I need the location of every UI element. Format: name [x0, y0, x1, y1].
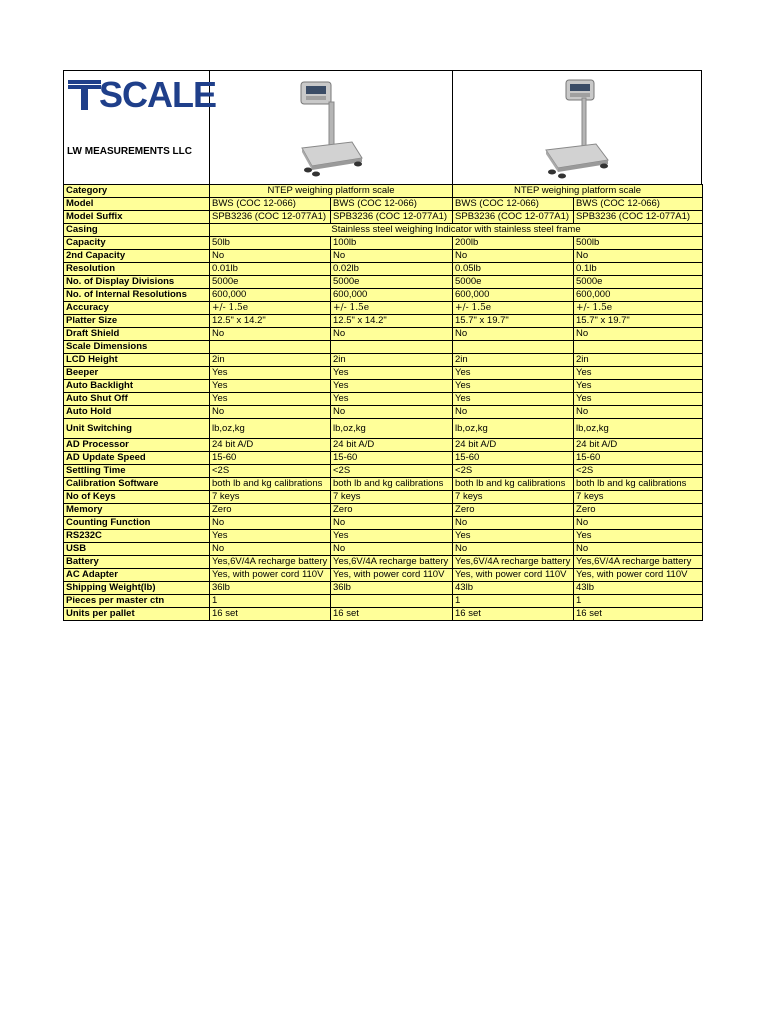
table-cell: Yes,6V/4A recharge battery — [331, 556, 453, 569]
table-cell: Yes — [331, 380, 453, 393]
table-cell — [331, 595, 453, 608]
table-cell: BWS (COC 12-066) — [210, 198, 331, 211]
table-cell: No — [210, 517, 331, 530]
table-cell: 2in — [331, 354, 453, 367]
table-cell: 7 keys — [331, 491, 453, 504]
table-cell: 15-60 — [453, 452, 574, 465]
table-cell: 600,000 — [331, 289, 453, 302]
table-cell: SPB3236 (COC 12-077A1) — [574, 211, 703, 224]
table-row — [64, 341, 703, 354]
table-cell — [453, 341, 574, 354]
table-cell: 15.7" x 19.7" — [574, 315, 703, 328]
table-row — [64, 439, 703, 452]
row-label: AD Processor — [64, 439, 210, 452]
product-image-cell-2 — [453, 71, 701, 184]
row-label: Units per pallet — [64, 608, 210, 621]
table-cell: 24 bit A/D — [574, 439, 703, 452]
table-row — [64, 595, 703, 608]
row-label: Auto Backlight — [64, 380, 210, 393]
table-cell: Yes, with power cord 110V — [574, 569, 703, 582]
table-cell: No — [331, 250, 453, 263]
table-row — [64, 380, 703, 393]
table-cell: No — [210, 543, 331, 556]
table-cell: 7 keys — [210, 491, 331, 504]
table-cell: 5000e — [210, 276, 331, 289]
brand-cell — [64, 71, 217, 184]
table-cell: Yes — [210, 367, 331, 380]
table-cell: 50lb — [210, 237, 331, 250]
table-cell: 0.01lb — [210, 263, 331, 276]
row-label: Settling Time — [64, 465, 210, 478]
table-row — [64, 354, 703, 367]
table-cell: 100lb — [331, 237, 453, 250]
table-cell: Yes,6V/4A recharge battery — [574, 556, 703, 569]
table-cell — [574, 341, 703, 354]
table-cell: Zero — [331, 504, 453, 517]
table-cell: Yes — [210, 380, 331, 393]
table-cell: 12.5" x 14.2" — [331, 315, 453, 328]
table-cell: BWS (COC 12-066) — [453, 198, 574, 211]
table-cell: No — [210, 250, 331, 263]
row-label: Unit Switching — [64, 419, 210, 439]
table-cell: 2in — [574, 354, 703, 367]
row-label: Category — [64, 185, 210, 198]
table-cell: 24 bit A/D — [453, 439, 574, 452]
row-label: Scale Dimensions — [64, 341, 210, 354]
table-row — [64, 237, 703, 250]
table-cell: No — [210, 328, 331, 341]
table-cell: No — [331, 517, 453, 530]
row-label: No. of Display Divisions — [64, 276, 210, 289]
row-label: Resolution — [64, 263, 210, 276]
row-label: Accuracy — [64, 302, 210, 315]
table-row — [64, 367, 703, 380]
table-row — [64, 419, 703, 439]
table-row — [64, 582, 703, 595]
table-cell: SPB3236 (COC 12-077A1) — [210, 211, 331, 224]
row-label: No. of Internal Resolutions — [64, 289, 210, 302]
table-cell: 15-60 — [210, 452, 331, 465]
table-row-model — [64, 198, 703, 211]
table-cell: <2S — [210, 465, 331, 478]
spec-table — [63, 184, 703, 621]
table-row — [64, 315, 703, 328]
table-cell: +/- 1.5e — [331, 302, 453, 315]
table-cell: No — [331, 543, 453, 556]
table-cell: Yes — [574, 380, 703, 393]
category-cell-1: NTEP weighing platform scale — [210, 185, 453, 198]
table-cell: Zero — [574, 504, 703, 517]
row-label: AD Update Speed — [64, 452, 210, 465]
table-cell: No — [574, 250, 703, 263]
table-row — [64, 328, 703, 341]
table-cell: BWS (COC 12-066) — [574, 198, 703, 211]
table-cell: SPB3236 (COC 12-077A1) — [331, 211, 453, 224]
table-cell: 1 — [210, 595, 331, 608]
table-cell: both lb and kg calibrations — [331, 478, 453, 491]
table-cell: 24 bit A/D — [331, 439, 453, 452]
table-cell: No — [574, 328, 703, 341]
casing-cell: Stainless steel weighing Indicator with stainless steel frame — [210, 224, 703, 237]
table-row — [64, 250, 703, 263]
spec-sheet — [63, 70, 702, 621]
table-cell: 200lb — [453, 237, 574, 250]
table-cell: 43lb — [453, 582, 574, 595]
table-cell: 16 set — [574, 608, 703, 621]
sheet-header — [63, 70, 702, 184]
table-cell: SPB3236 (COC 12-077A1) — [453, 211, 574, 224]
table-cell: Zero — [453, 504, 574, 517]
row-label: Model Suffix — [64, 211, 210, 224]
table-cell: No — [331, 328, 453, 341]
table-cell: No — [453, 328, 574, 341]
table-cell: 2in — [210, 354, 331, 367]
table-cell: No — [574, 543, 703, 556]
table-row — [64, 608, 703, 621]
table-cell: 5000e — [453, 276, 574, 289]
table-cell: 1 — [453, 595, 574, 608]
table-cell: 16 set — [453, 608, 574, 621]
table-cell: Zero — [210, 504, 331, 517]
tscale-logo — [68, 74, 217, 115]
table-cell: 7 keys — [453, 491, 574, 504]
row-label: RS232C — [64, 530, 210, 543]
table-cell: 36lb — [210, 582, 331, 595]
table-cell: <2S — [331, 465, 453, 478]
table-row — [64, 452, 703, 465]
table-cell: both lb and kg calibrations — [574, 478, 703, 491]
table-cell — [210, 341, 331, 354]
category-cell-2: NTEP weighing platform scale — [453, 185, 703, 198]
row-label: USB — [64, 543, 210, 556]
company-name: LW MEASUREMENTS LLC — [67, 146, 192, 157]
row-label: 2nd Capacity — [64, 250, 210, 263]
table-cell: lb,oz,kg — [574, 419, 703, 439]
table-cell: No — [574, 406, 703, 419]
row-label: Calibration Software — [64, 478, 210, 491]
table-cell: Yes — [331, 367, 453, 380]
table-row — [64, 289, 703, 302]
row-label: Auto Shut Off — [64, 393, 210, 406]
row-label: Battery — [64, 556, 210, 569]
table-row — [64, 393, 703, 406]
table-row-model-suffix — [64, 211, 703, 224]
table-cell: lb,oz,kg — [453, 419, 574, 439]
table-cell: Yes — [210, 393, 331, 406]
table-row — [64, 465, 703, 478]
table-row — [64, 517, 703, 530]
table-cell: No — [210, 406, 331, 419]
row-label: AC Adapter — [64, 569, 210, 582]
table-cell: Yes — [453, 380, 574, 393]
table-cell: 2in — [453, 354, 574, 367]
table-cell: 0.1lb — [574, 263, 703, 276]
row-label: Shipping Weight(lb) — [64, 582, 210, 595]
table-cell: Yes, with power cord 110V — [453, 569, 574, 582]
table-row — [64, 276, 703, 289]
table-cell: 7 keys — [574, 491, 703, 504]
table-cell: 5000e — [331, 276, 453, 289]
row-label: Pieces per master ctn — [64, 595, 210, 608]
table-cell: 500lb — [574, 237, 703, 250]
table-cell: 43lb — [574, 582, 703, 595]
row-label: Casing — [64, 224, 210, 237]
table-cell: 12.5" x 14.2" — [210, 315, 331, 328]
product-image-cell-1 — [210, 71, 454, 184]
table-row — [64, 302, 703, 315]
table-cell: No — [453, 250, 574, 263]
table-cell: Yes — [453, 393, 574, 406]
row-label: No of Keys — [64, 491, 210, 504]
table-cell: Yes — [331, 393, 453, 406]
table-cell: Yes — [574, 393, 703, 406]
table-cell: +/- 1.5e — [574, 302, 703, 315]
row-label: LCD Height — [64, 354, 210, 367]
row-label: Beeper — [64, 367, 210, 380]
table-cell: Yes — [574, 367, 703, 380]
row-label: Counting Function — [64, 517, 210, 530]
table-row-casing — [64, 224, 703, 237]
table-cell: Yes,6V/4A recharge battery — [210, 556, 331, 569]
table-cell: 1 — [574, 595, 703, 608]
table-cell: +/- 1.5e — [453, 302, 574, 315]
table-row-category — [64, 185, 703, 198]
table-cell: lb,oz,kg — [210, 419, 331, 439]
table-cell: Yes — [453, 367, 574, 380]
table-cell: lb,oz,kg — [331, 419, 453, 439]
table-cell: Yes — [574, 530, 703, 543]
row-label: Draft Shield — [64, 328, 210, 341]
table-row — [64, 556, 703, 569]
logo-t-mark-icon — [68, 80, 101, 110]
table-row — [64, 406, 703, 419]
table-row — [64, 569, 703, 582]
row-label: Model — [64, 198, 210, 211]
logo-wordmark: SCALE — [99, 74, 217, 115]
table-cell: 24 bit A/D — [210, 439, 331, 452]
table-cell: 600,000 — [574, 289, 703, 302]
table-cell: both lb and kg calibrations — [453, 478, 574, 491]
table-cell: Yes, with power cord 110V — [331, 569, 453, 582]
table-row — [64, 478, 703, 491]
table-cell: both lb and kg calibrations — [210, 478, 331, 491]
table-cell: No — [453, 406, 574, 419]
table-cell: 0.02lb — [331, 263, 453, 276]
table-cell: Yes — [210, 530, 331, 543]
table-cell: <2S — [453, 465, 574, 478]
platform-scale-large-image — [542, 76, 612, 180]
table-row — [64, 530, 703, 543]
table-cell: 5000e — [574, 276, 703, 289]
row-label: Platter Size — [64, 315, 210, 328]
row-label: Memory — [64, 504, 210, 517]
table-cell: Yes,6V/4A recharge battery — [453, 556, 574, 569]
table-row — [64, 263, 703, 276]
table-row — [64, 543, 703, 556]
table-cell: Yes, with power cord 110V — [210, 569, 331, 582]
platform-scale-small-image — [296, 78, 366, 178]
table-cell: No — [453, 543, 574, 556]
table-cell: Yes — [453, 530, 574, 543]
table-row — [64, 504, 703, 517]
table-cell: 15-60 — [331, 452, 453, 465]
table-cell: 0.05lb — [453, 263, 574, 276]
table-row — [64, 491, 703, 504]
table-cell: 15-60 — [574, 452, 703, 465]
table-cell: Yes — [331, 530, 453, 543]
table-cell: No — [331, 406, 453, 419]
table-cell: 16 set — [331, 608, 453, 621]
row-label: Capacity — [64, 237, 210, 250]
table-cell: BWS (COC 12-066) — [331, 198, 453, 211]
table-cell: 16 set — [210, 608, 331, 621]
table-cell: No — [453, 517, 574, 530]
table-cell: <2S — [574, 465, 703, 478]
table-cell: 36lb — [331, 582, 453, 595]
table-cell: 15.7" x 19.7" — [453, 315, 574, 328]
table-cell: 600,000 — [453, 289, 574, 302]
table-cell: No — [574, 517, 703, 530]
row-label: Auto Hold — [64, 406, 210, 419]
table-cell: 600,000 — [210, 289, 331, 302]
table-cell — [331, 341, 453, 354]
table-cell: +/- 1.5e — [210, 302, 331, 315]
